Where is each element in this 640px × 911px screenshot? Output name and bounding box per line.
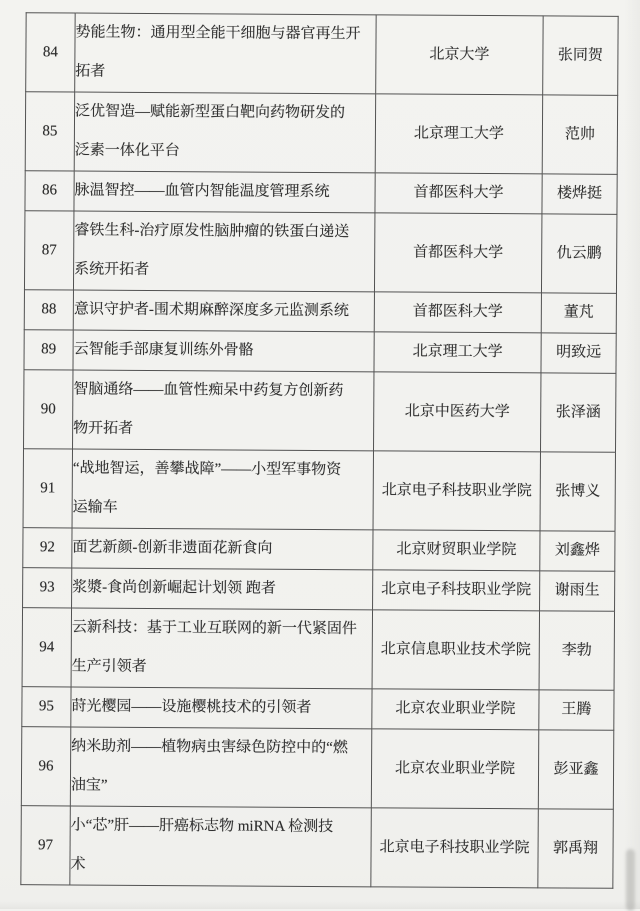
university-name: 首都医科大学 [375, 173, 542, 214]
row-number: 96 [21, 727, 70, 806]
project-name: 面艺新颜-创新非遗面花新食向 [72, 528, 373, 570]
projects-table [20, 12, 618, 889]
university-name: 北京理工大学 [375, 94, 542, 174]
leader-name: 王腾 [539, 690, 614, 730]
project-name: 泛优智造—赋能新型蛋白靶向药物研发的 泛素一体化平台 [74, 92, 375, 173]
project-name: 小“芯”肝——肝癌标志物 miRNA 检测技 术 [70, 806, 371, 887]
table-row [25, 171, 617, 215]
project-name: 智脑通络——血管性痴呆中药复方创新药 物开拓者 [73, 370, 374, 451]
project-name: “战地智运，善攀战障”——小型军事物资 运输车 [72, 449, 373, 530]
row-number: 90 [24, 370, 73, 449]
university-name: 北京农业职业学院 [372, 689, 539, 730]
table-row [24, 330, 616, 374]
leader-name: 张泽涵 [540, 373, 615, 452]
row-number: 88 [24, 290, 73, 330]
row-number: 89 [24, 330, 73, 370]
leader-name: 张同贺 [543, 16, 618, 95]
row-number: 86 [25, 171, 74, 211]
table-row [24, 290, 616, 334]
leader-name: 明致远 [541, 333, 616, 373]
row-number: 97 [21, 806, 70, 885]
table-row [22, 687, 614, 731]
university-name: 北京财贸职业学院 [373, 530, 540, 571]
table-row [23, 449, 615, 532]
project-name: 浆漿-食尚创新崛起计划领 跑者 [72, 568, 373, 610]
university-name: 首都医科大学 [374, 213, 541, 293]
table-row [23, 568, 615, 612]
university-name: 北京中医药大学 [373, 372, 540, 452]
leader-name: 范帅 [542, 95, 617, 174]
table-row [21, 806, 613, 889]
project-name: 云新科技：基于工业互联网的新一代紧固件 生产引领者 [71, 608, 372, 689]
leader-name: 董芃 [541, 293, 616, 333]
project-name: 势能生物：通用型全能干细胞与器官再生开 拓者 [75, 13, 376, 94]
university-name: 北京电子科技职业学院 [373, 570, 540, 611]
project-name: 纳米助剂——植物病虫害绿色防控中的“燃 油宝” [70, 727, 371, 808]
university-name: 北京电子科技职业学院 [371, 808, 538, 888]
projects-table-body [21, 13, 618, 889]
row-number: 93 [23, 568, 72, 608]
table-row [26, 13, 618, 96]
row-number: 84 [26, 13, 75, 92]
leader-name: 仇云鹏 [541, 214, 616, 293]
project-name: 睿铁生科-治疗原发性脑肿瘤的铁蛋白递送 系统开拓者 [73, 211, 374, 292]
table-row [24, 211, 616, 294]
table-row [25, 92, 617, 175]
scan-edge-shadow [624, 0, 640, 909]
row-number: 85 [25, 92, 74, 171]
row-number: 87 [24, 211, 73, 290]
project-name: 云智能手部康复训练外骨骼 [73, 330, 374, 372]
table-row [22, 608, 614, 691]
university-name: 北京信息职业技术学院 [372, 610, 539, 690]
leader-name: 彭亚鑫 [538, 730, 613, 809]
leader-name: 李勃 [539, 611, 614, 690]
university-name: 北京电子科技职业学院 [373, 451, 540, 531]
project-name: 莳光樱园——设施樱桃技术的引领者 [71, 687, 372, 729]
table-row [24, 370, 616, 453]
project-name: 意识守护者-围术期麻醉深度多元监测系统 [73, 290, 374, 332]
scan-bottom-shadow [0, 901, 640, 909]
row-number: 95 [22, 687, 71, 727]
table-row [21, 727, 613, 810]
project-name: 脉温智控——血管内智能温度管理系统 [74, 171, 375, 213]
row-number: 92 [23, 528, 72, 568]
university-name: 北京大学 [376, 15, 543, 95]
leader-name: 张博义 [540, 452, 615, 531]
university-name: 首都医科大学 [374, 292, 541, 333]
leader-name: 谢雨生 [540, 571, 615, 611]
leader-name: 楼烨挺 [542, 174, 617, 214]
row-number: 94 [22, 608, 71, 687]
university-name: 北京理工大学 [374, 332, 541, 373]
scan-shadow-artifact [626, 849, 635, 911]
table-row [23, 528, 615, 572]
university-name: 北京农业职业学院 [371, 729, 538, 809]
row-number: 91 [23, 449, 72, 528]
leader-name: 郭禹翔 [538, 809, 613, 888]
leader-name: 刘鑫烨 [540, 531, 615, 571]
